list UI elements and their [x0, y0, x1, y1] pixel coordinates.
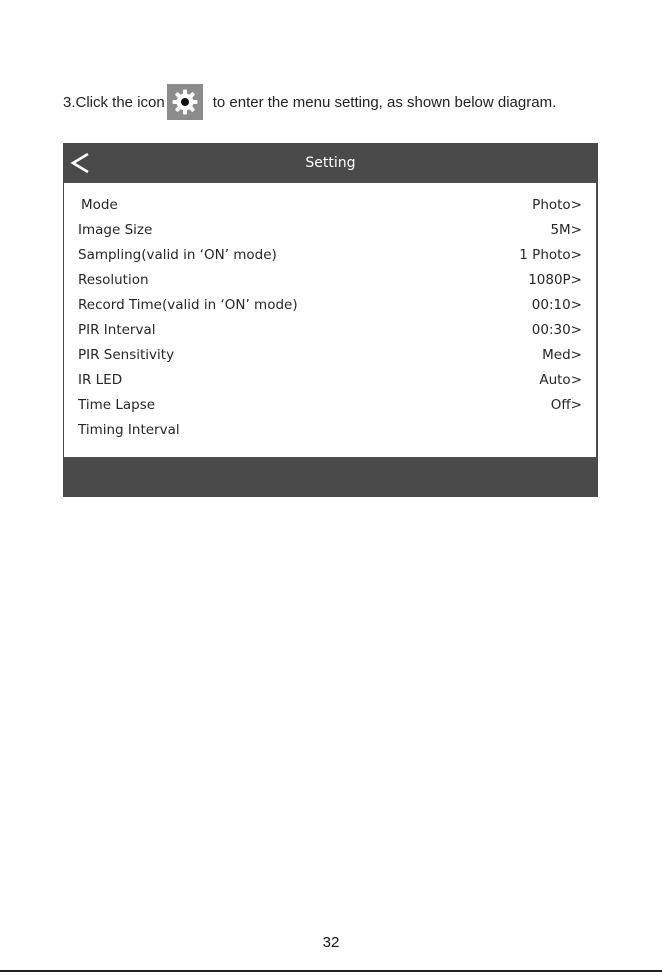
setting-label: Mode [81, 196, 118, 213]
bottom-rule [0, 970, 662, 972]
setting-row-pir-interval[interactable] [64, 317, 596, 342]
screen-title: Setting [305, 155, 356, 171]
setting-row-record-time[interactable] [64, 292, 596, 317]
setting-label: Time Lapse [78, 396, 156, 413]
setting-label: PIR Sensitivity [78, 346, 175, 363]
setting-label: Sampling(valid in ‘ON’ mode) [78, 246, 277, 263]
instruction-text [63, 84, 556, 120]
setting-value: 1 Photo> [519, 246, 582, 263]
setting-label: Resolution [78, 271, 149, 288]
setting-row-sampling[interactable] [64, 242, 596, 267]
setting-value: 1080P> [528, 271, 582, 288]
setting-row-resolution[interactable] [64, 267, 596, 292]
setting-row-pir-sensitivity[interactable] [64, 342, 596, 367]
setting-label: Image Size [78, 221, 153, 238]
setting-label: PIR Interval [78, 321, 156, 338]
setting-value: Auto> [539, 371, 582, 388]
setting-value: Off> [550, 396, 582, 413]
setting-label: Record Time(valid in ‘ON’ mode) [78, 296, 298, 313]
settings-list [64, 183, 596, 457]
setting-label: IR LED [78, 371, 123, 388]
setting-row-image-size[interactable] [64, 217, 596, 242]
setting-row-mode[interactable] [64, 192, 596, 217]
setting-value: Med> [542, 346, 582, 363]
setting-row-time-lapse[interactable] [64, 392, 596, 417]
screen-footer [63, 457, 598, 497]
setting-value: Photo> [532, 196, 582, 213]
screen-header [63, 143, 598, 183]
setting-row-ir-led[interactable] [64, 367, 596, 392]
setting-row-timing-interval[interactable] [64, 417, 596, 442]
instruction-after-icon: to enter the menu setting, as shown below diagram. [212, 93, 557, 111]
setting-value: 00:30> [531, 321, 582, 338]
gear-icon [167, 84, 203, 120]
setting-label: Timing Interval [78, 421, 180, 438]
setting-value: 5M> [550, 221, 582, 238]
setting-screen [63, 143, 598, 497]
page-number: 32 [322, 934, 340, 951]
instruction-before-icon: 3.Click the icon [63, 93, 165, 111]
setting-value: 00:10> [531, 296, 582, 313]
